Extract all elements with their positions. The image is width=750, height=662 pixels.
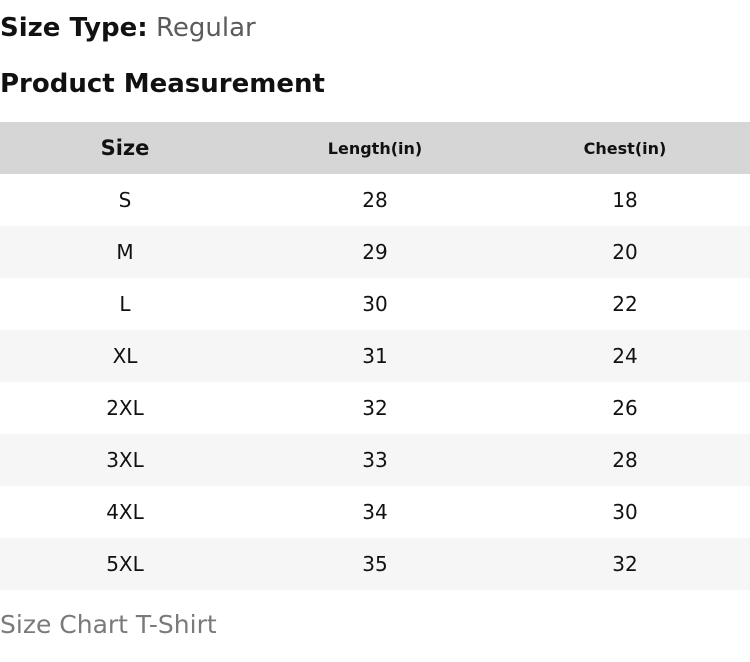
chest-cell: 22 [500, 278, 750, 330]
size-cell: 3XL [0, 434, 250, 486]
table-header-row [0, 122, 750, 174]
table-row [0, 278, 750, 330]
size-cell: XL [0, 330, 250, 382]
chest-cell: 28 [500, 434, 750, 486]
size-type-value: Regular [155, 13, 256, 43]
table-row [0, 382, 750, 434]
size-cell: 4XL [0, 486, 250, 538]
length-cell: 30 [250, 278, 500, 330]
table-row [0, 174, 750, 226]
size-chart-caption: Size Chart T-Shirt [0, 610, 217, 639]
length-cell: 31 [250, 330, 500, 382]
table-body [0, 174, 750, 590]
chest-cell: 30 [500, 486, 750, 538]
size-cell: 2XL [0, 382, 250, 434]
table-row [0, 538, 750, 590]
chest-cell: 24 [500, 330, 750, 382]
size-cell: M [0, 226, 250, 278]
product-measurement-heading: Product Measurement [0, 69, 325, 99]
length-cell: 35 [250, 538, 500, 590]
table-header [0, 122, 750, 174]
size-type-label: Size Type: [0, 13, 148, 43]
length-cell: 33 [250, 434, 500, 486]
length-cell: 34 [250, 486, 500, 538]
column-header-chest: Chest(in) [500, 122, 750, 174]
column-header-length: Length(in) [250, 122, 500, 174]
chest-cell: 20 [500, 226, 750, 278]
table-row [0, 330, 750, 382]
chest-cell: 32 [500, 538, 750, 590]
size-cell: 5XL [0, 538, 250, 590]
chest-cell: 26 [500, 382, 750, 434]
size-cell: L [0, 278, 250, 330]
table-row [0, 486, 750, 538]
size-cell: S [0, 174, 250, 226]
measurement-table [0, 122, 750, 590]
length-cell: 29 [250, 226, 500, 278]
length-cell: 32 [250, 382, 500, 434]
size-type-line [0, 11, 256, 45]
column-header-size: Size [0, 122, 250, 174]
table-row [0, 434, 750, 486]
length-cell: 28 [250, 174, 500, 226]
table-row [0, 226, 750, 278]
chest-cell: 18 [500, 174, 750, 226]
